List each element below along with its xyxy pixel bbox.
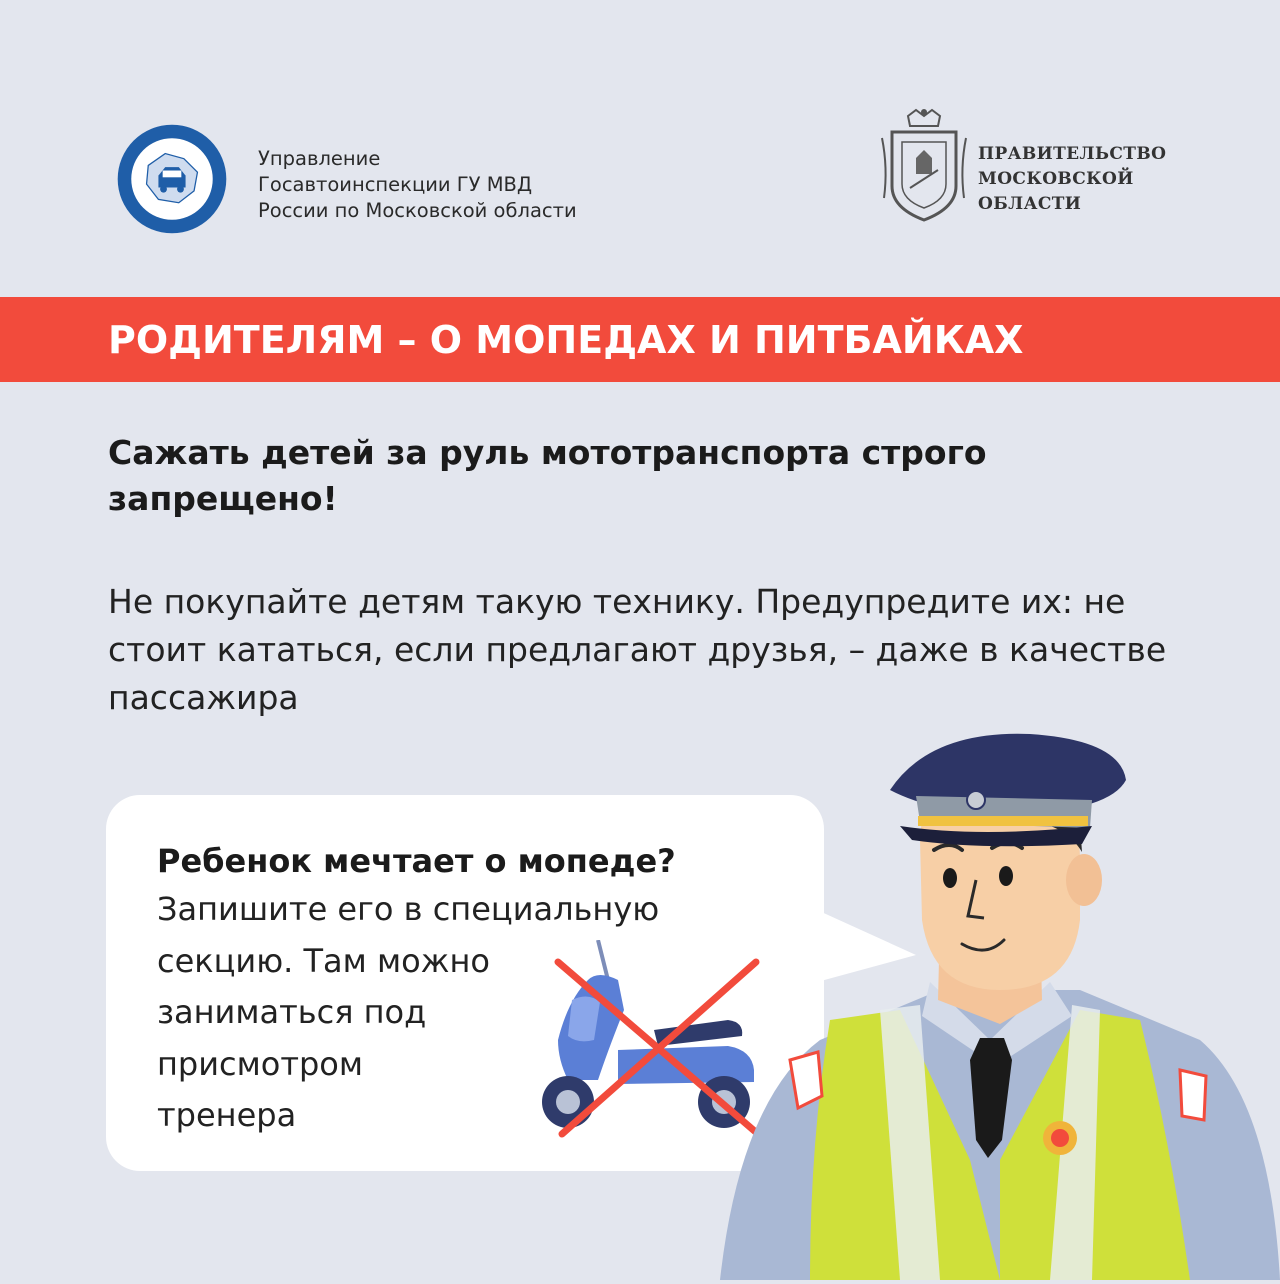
advice-text: Не покупайте детям такую технику. Предупредите их: не стоит кататься, если предлагают друзья, – даже в качестве пассажира bbox=[108, 582, 1167, 717]
bubble-text: Запишите его в специальную секцию. Там можно заниматься под присмотром тренера bbox=[157, 890, 660, 1134]
gai-badge-icon bbox=[106, 123, 238, 235]
traffic-police-officer-illustration bbox=[700, 720, 1280, 1280]
gov-org-line: ПРАВИТЕЛЬСТВО bbox=[978, 144, 1167, 164]
bubble-title: Ребенок мечтает о мопеде? bbox=[157, 842, 676, 880]
gai-logo bbox=[106, 123, 238, 235]
gai-org-line: Управление bbox=[258, 147, 381, 170]
moscow-region-coat-of-arms-icon bbox=[878, 108, 970, 224]
banner-title: РОДИТЕЛЯМ – О МОПЕДАХ И ПИТБАЙКАХ bbox=[108, 318, 1024, 362]
headline: Сажать детей за руль мототранспорта строго запрещено! bbox=[108, 433, 987, 518]
gov-org-line: ОБЛАСТИ bbox=[978, 194, 1082, 214]
gov-org-line: МОСКОВСКОЙ bbox=[978, 169, 1134, 189]
gai-org-line: России по Московской области bbox=[258, 199, 577, 222]
gai-org-name bbox=[258, 146, 577, 224]
gov-org-name bbox=[978, 142, 1166, 217]
gai-org-line: Госавтоинспекции ГУ МВД bbox=[258, 173, 533, 196]
gov-emblem bbox=[878, 108, 970, 224]
officer-illustration bbox=[700, 720, 1280, 1280]
